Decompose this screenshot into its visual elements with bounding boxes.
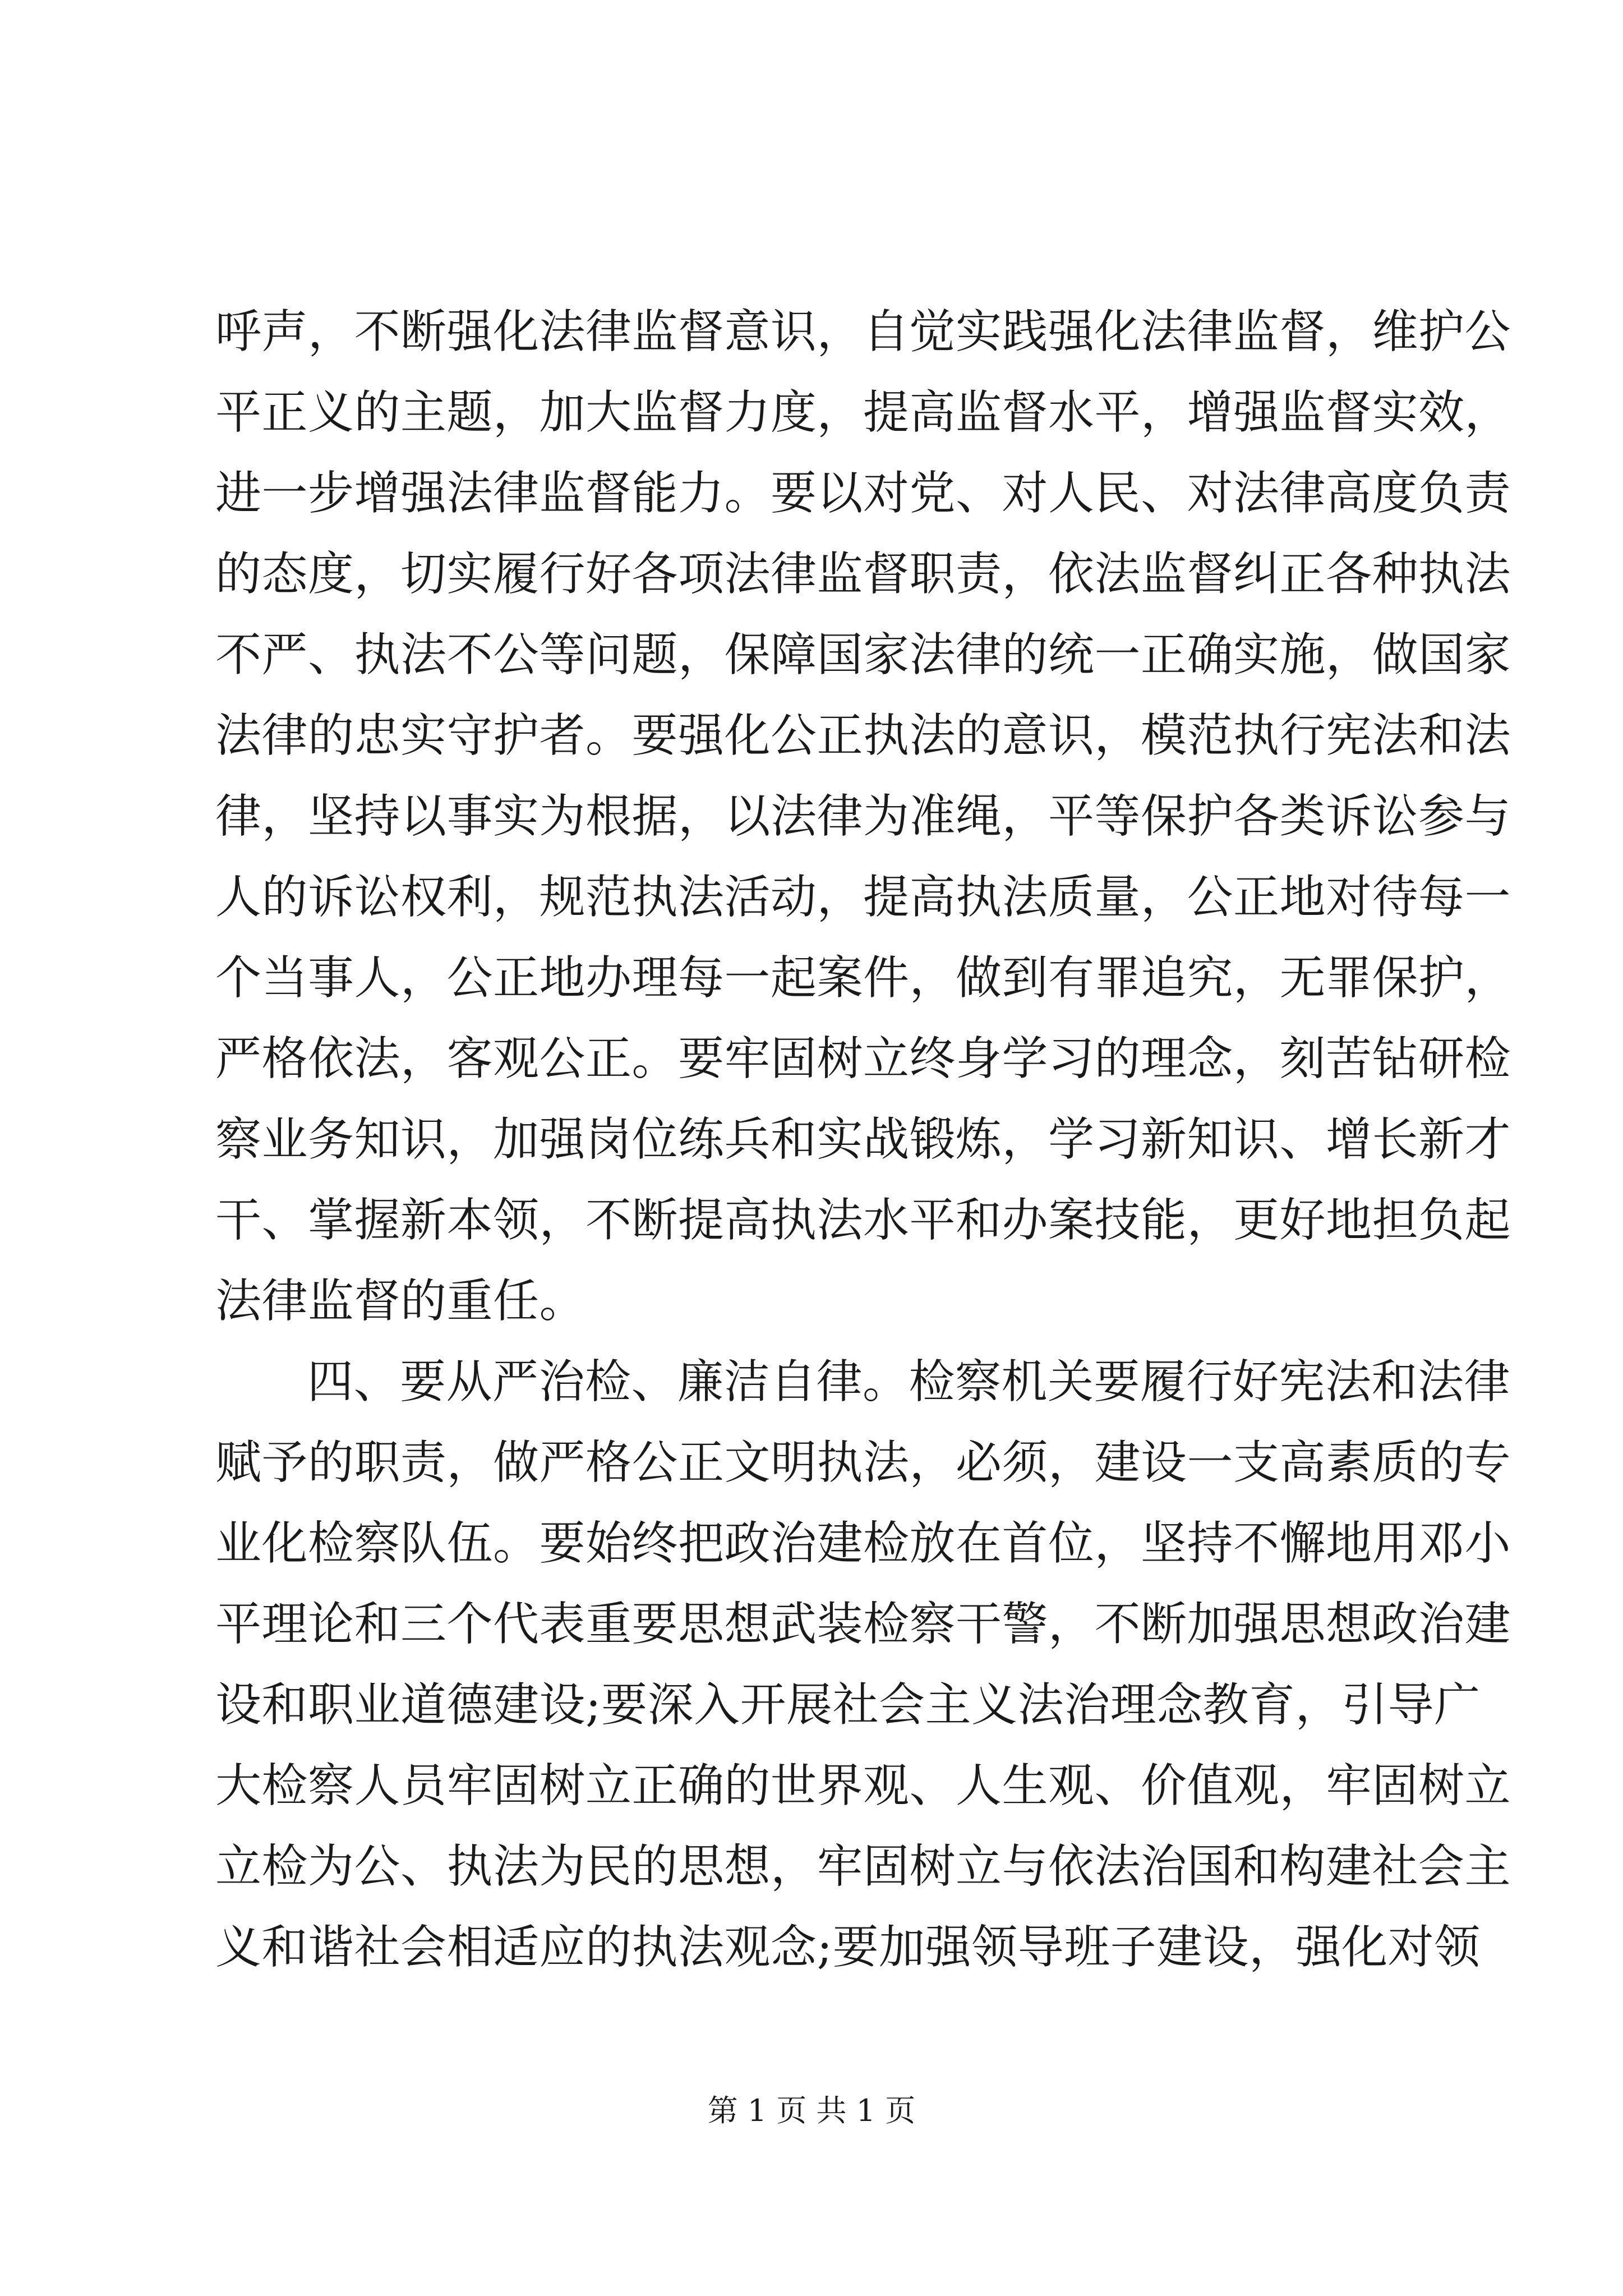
text-line: 赋予的职责，做严格公正文明执法，必须，建设一支高素质的专: [215, 1436, 1511, 1489]
text-line: 立检为公、执法为民的思想，牢固树立与依法治国和构建社会主: [215, 1840, 1511, 1893]
text-line: 业化检察队伍。要始终把政治建检放在首位，坚持不懈地用邓小: [215, 1517, 1511, 1570]
text-line: 法律的忠实守护者。要强化公正执法的意识，模范执行宪法和法: [215, 709, 1511, 762]
page-footer: 第 1 页 共 1 页: [707, 2093, 916, 2128]
text-line: 个当事人，公正地办理每一起案件，做到有罪追究，无罪保护，: [215, 951, 1511, 1005]
text-line: 干、掌握新本领，不断提高执法水平和办案技能，更好地担负起: [215, 1194, 1511, 1247]
text-line: 呼声，不断强化法律监督意识，自觉实践强化法律监督，维护公: [215, 305, 1511, 358]
paragraph-end-line: 法律监督的重任。: [215, 1274, 586, 1328]
text-line: 义和谐社会相适应的执法观念;要加强领导班子建设，强化对领: [215, 1921, 1481, 1974]
text-line: 不严、执法不公等问题，保障国家法律的统一正确实施，做国家: [215, 628, 1511, 682]
text-line: 进一步增强法律监督能力。要以对党、对人民、对法律高度负责: [215, 467, 1511, 520]
text-line: 平理论和三个代表重要思想武装检察干警，不断加强思想政治建: [215, 1598, 1511, 1651]
text-line: 严格依法，客观公正。要牢固树立终身学习的理念，刻苦钻研检: [215, 1032, 1511, 1085]
text-line: 的态度，切实履行好各项法律监督职责，依法监督纠正各种执法: [215, 547, 1511, 601]
body-text: [215, 292, 1511, 1988]
section-heading-line: 四、要从严治检、廉洁自律。检察机关要履行好宪法和法律: [307, 1355, 1511, 1409]
text-line: 律，坚持以事实为根据，以法律为准绳，平等保护各类诉讼参与: [215, 790, 1511, 843]
text-line: 人的诉讼权利，规范执法活动，提高执法质量，公正地对待每一: [215, 871, 1511, 924]
text-line: 设和职业道德建设;要深入开展社会主义法治理念教育，引导广: [215, 1678, 1481, 1732]
text-line: 大检察人员牢固树立正确的世界观、人生观、价值观，牢固树立: [215, 1759, 1511, 1812]
text-line: 平正义的主题，加大监督力度，提高监督水平，增强监督实效，: [215, 386, 1511, 439]
text-line: 察业务知识，加强岗位练兵和实战锻炼，学习新知识、增长新才: [215, 1113, 1511, 1166]
